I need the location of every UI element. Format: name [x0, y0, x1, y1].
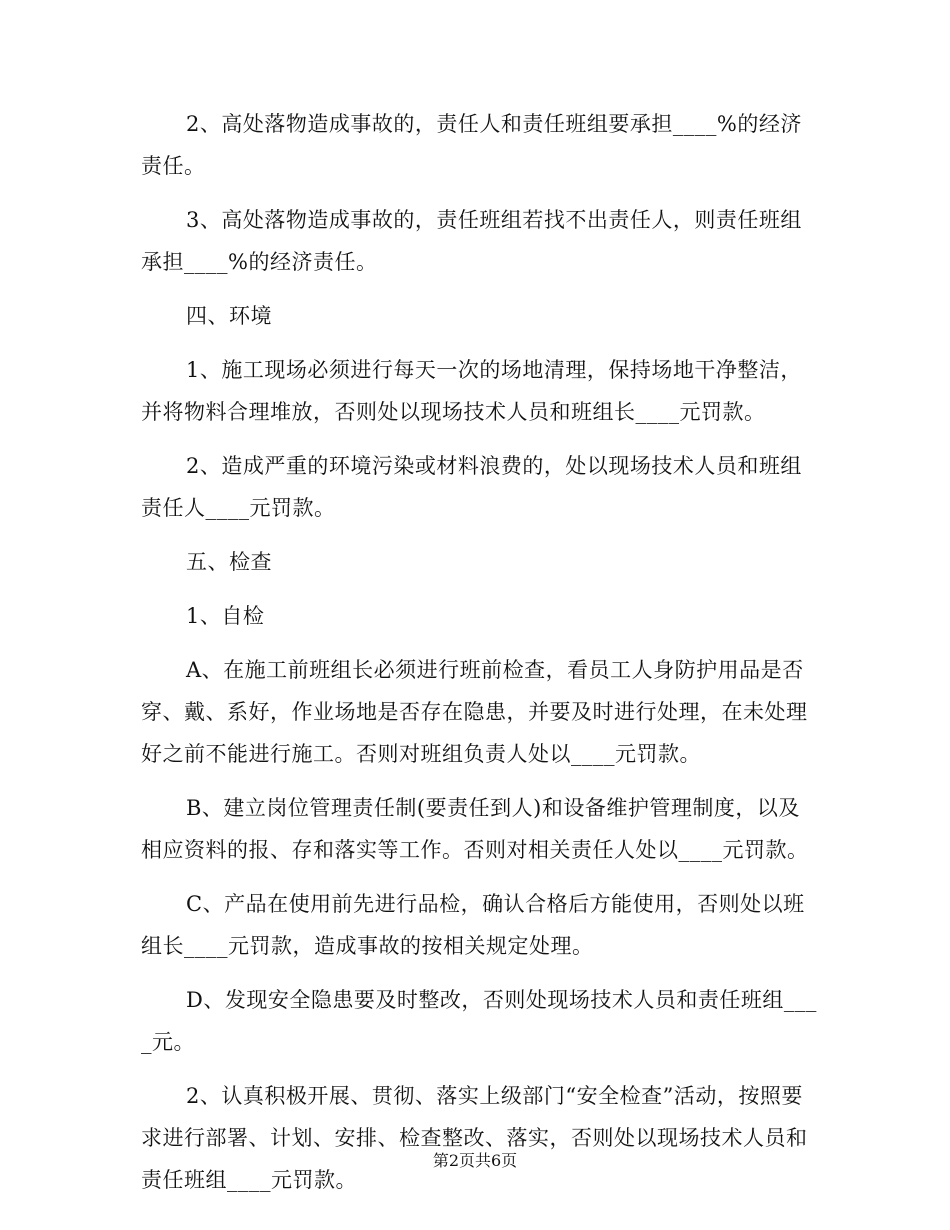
page-number-footer: 第2页共6页 — [432, 1151, 518, 1170]
paragraph: 2、高处落物造成事故的，责任人和责任班组要承担____%的经济责任。 — [141, 112, 802, 178]
paragraph: B、建立岗位管理责任制(要责任到人)和设备维护管理制度，以及相应资料的报、存和落实等工作。否则对相关责任人处以____元罚款。 — [141, 796, 809, 862]
paragraph: 2、认真积极开展、贯彻、落实上级部门“安全检查”活动，按照要求进行部署、计划、安排、检查整改、落实，否则处以现场技术人员和责任班组____元罚款。 — [141, 1084, 808, 1192]
paragraph: 1、施工现场必须进行每天一次的场地清理，保持场地干净整洁，并将物料合理堆放，否则处以现场技术人员和班组长____元罚款。 — [141, 358, 802, 424]
paragraph: 3、高处落物造成事故的，责任班组若找不出责任人，则责任班组承担____%的经济责任。 — [141, 208, 802, 274]
paragraph: 2、造成严重的环境污染或材料浪费的，处以现场技术人员和班组责任人____元罚款。 — [141, 454, 802, 520]
paragraph: C、产品在使用前先进行品检，确认合格后方能使用，否则处以班组长____元罚款，造成事故的按相关规定处理。 — [141, 892, 805, 958]
paragraph: A、在施工前班组长必须进行班前检查，看员工人身防护用品是否穿、戴、系好，作业场地是否存在隐患，并要及时进行处理，在未处理好之前不能进行施工。否则对班组负责人处以____元罚款。 — [141, 658, 808, 766]
paragraph: D、发现安全隐患要及时整改，否则处现场技术人员和责任班组____元。 — [141, 988, 817, 1054]
section-heading: 五、检查 — [186, 550, 272, 574]
section-heading: 四、环境 — [186, 304, 272, 328]
document-body — [141, 103, 821, 1213]
subsection-heading: 1、自检 — [186, 604, 265, 628]
